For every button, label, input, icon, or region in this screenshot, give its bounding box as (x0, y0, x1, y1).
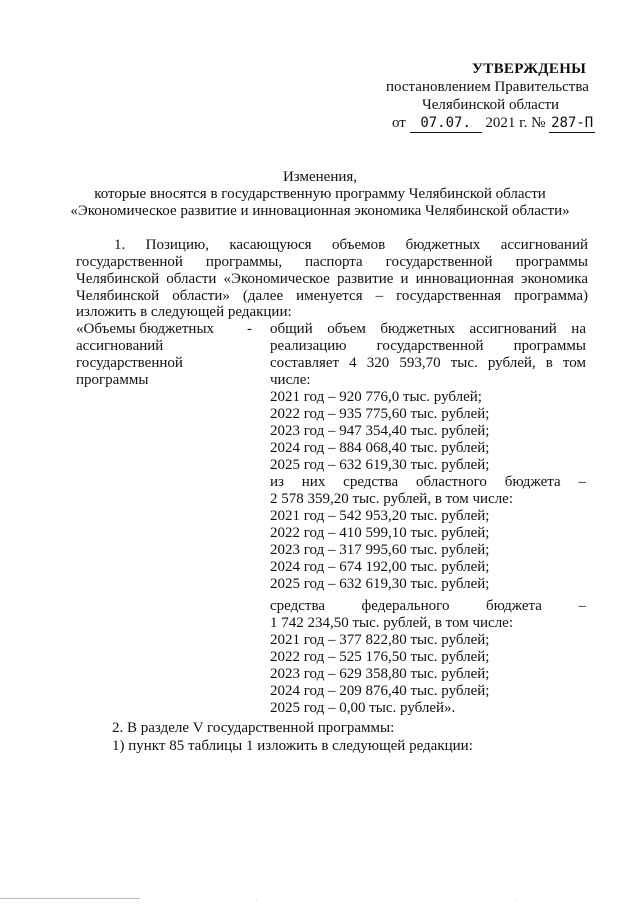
funding-line: реализацию государственной программы (270, 338, 586, 354)
para2-item: 1) пункт 85 таблицы 1 изложить в следующей редакции: (112, 738, 473, 754)
funding-year-row: 2025 год – 632 619,30 тыс. рублей; (270, 457, 490, 473)
para1-line: изложить в следующей редакции: (76, 304, 292, 320)
funding-year-row: 2023 год – 629 358,80 тыс. рублей; (270, 666, 490, 682)
funding-year-row: 2023 год – 947 354,40 тыс. рублей; (270, 423, 490, 439)
para1-line: Челябинской области» (далее именуется – государственная программа) (76, 288, 588, 304)
funding-year-row: 2022 год – 410 599,10 тыс. рублей; (270, 525, 490, 541)
regional-budget-heading: из них средства областного бюджета – (270, 474, 586, 490)
funding-year-row: 2025 год – 0,00 тыс. рублей». (270, 700, 456, 716)
funding-year-row: 2022 год – 935 775,60 тыс. рублей; (270, 406, 490, 422)
position-label-line: программы (76, 372, 149, 388)
funding-year-row: 2024 год – 209 876,40 тыс. рублей; (270, 683, 490, 699)
funding-year-row: 2023 год – 317 995,60 тыс. рублей; (270, 542, 490, 558)
funding-year-row: 2024 год – 884 068,40 тыс. рублей; (270, 440, 490, 456)
position-label-line: «Объемы бюджетных (76, 321, 215, 337)
bottom-scan-rule (0, 898, 140, 899)
funding-year-row: 2021 год – 377 822,80 тыс. рублей; (270, 632, 490, 648)
approval-date-line (392, 114, 595, 133)
position-label-line: ассигнований (76, 338, 164, 354)
funding-line: составляет 4 320 593,70 тыс. рублей, в том (270, 355, 586, 371)
para1-line: 1. Позицию, касающуюся объемов бюджетных ассигнований (114, 237, 588, 253)
funding-year-row: 2024 год – 674 192,00 тыс. рублей; (270, 559, 490, 575)
para1-line: государственной программы, паспорта государственной программы (76, 254, 588, 270)
position-separator: - (247, 321, 252, 337)
funding-year-row: 2025 год – 632 619,30 тыс. рублей; (270, 576, 490, 592)
doc-subtitle-1: которые вносятся в государственную программу Челябинской области (94, 186, 546, 202)
funding-line: общий объем бюджетных ассигнований на (270, 321, 586, 337)
para1-line: Челябинской области «Экономическое развитие и инновационная экономика (76, 271, 588, 287)
decree-number: 287-П (551, 115, 594, 131)
regional-budget-total: 2 578 359,20 тыс. рублей, в том числе: (270, 491, 514, 507)
scan-dot: · (515, 896, 518, 905)
funding-year-row: 2022 год – 525 176,50 тыс. рублей; (270, 649, 490, 665)
date-prefix: от (392, 115, 406, 131)
funding-line: числе: (270, 372, 311, 388)
doc-subtitle-2: «Экономическое развитие и инновационная экономика Челябинской области» (70, 203, 570, 219)
position-label-line: государственной (76, 355, 183, 371)
approval-line-government: постановлением Правительства (386, 79, 589, 95)
funding-year-row: 2021 год – 542 953,20 тыс. рублей; (270, 508, 490, 524)
year-number-label: 2021 г. № (485, 115, 546, 131)
approval-heading: УТВЕРЖДЕНЫ (472, 61, 587, 77)
federal-budget-heading: средства федерального бюджета – (270, 598, 586, 614)
doc-title: Изменения, (282, 169, 358, 185)
federal-budget-total: 1 742 234,50 тыс. рублей, в том числе: (270, 615, 514, 631)
funding-year-row: 2021 год – 920 776,0 тыс. рублей; (270, 389, 482, 405)
scan-dot: · (255, 896, 258, 905)
approval-line-region: Челябинской области (422, 97, 560, 113)
date-value: 07.07. (410, 114, 482, 133)
para2-heading: 2. В разделе V государственной программы: (112, 720, 395, 736)
